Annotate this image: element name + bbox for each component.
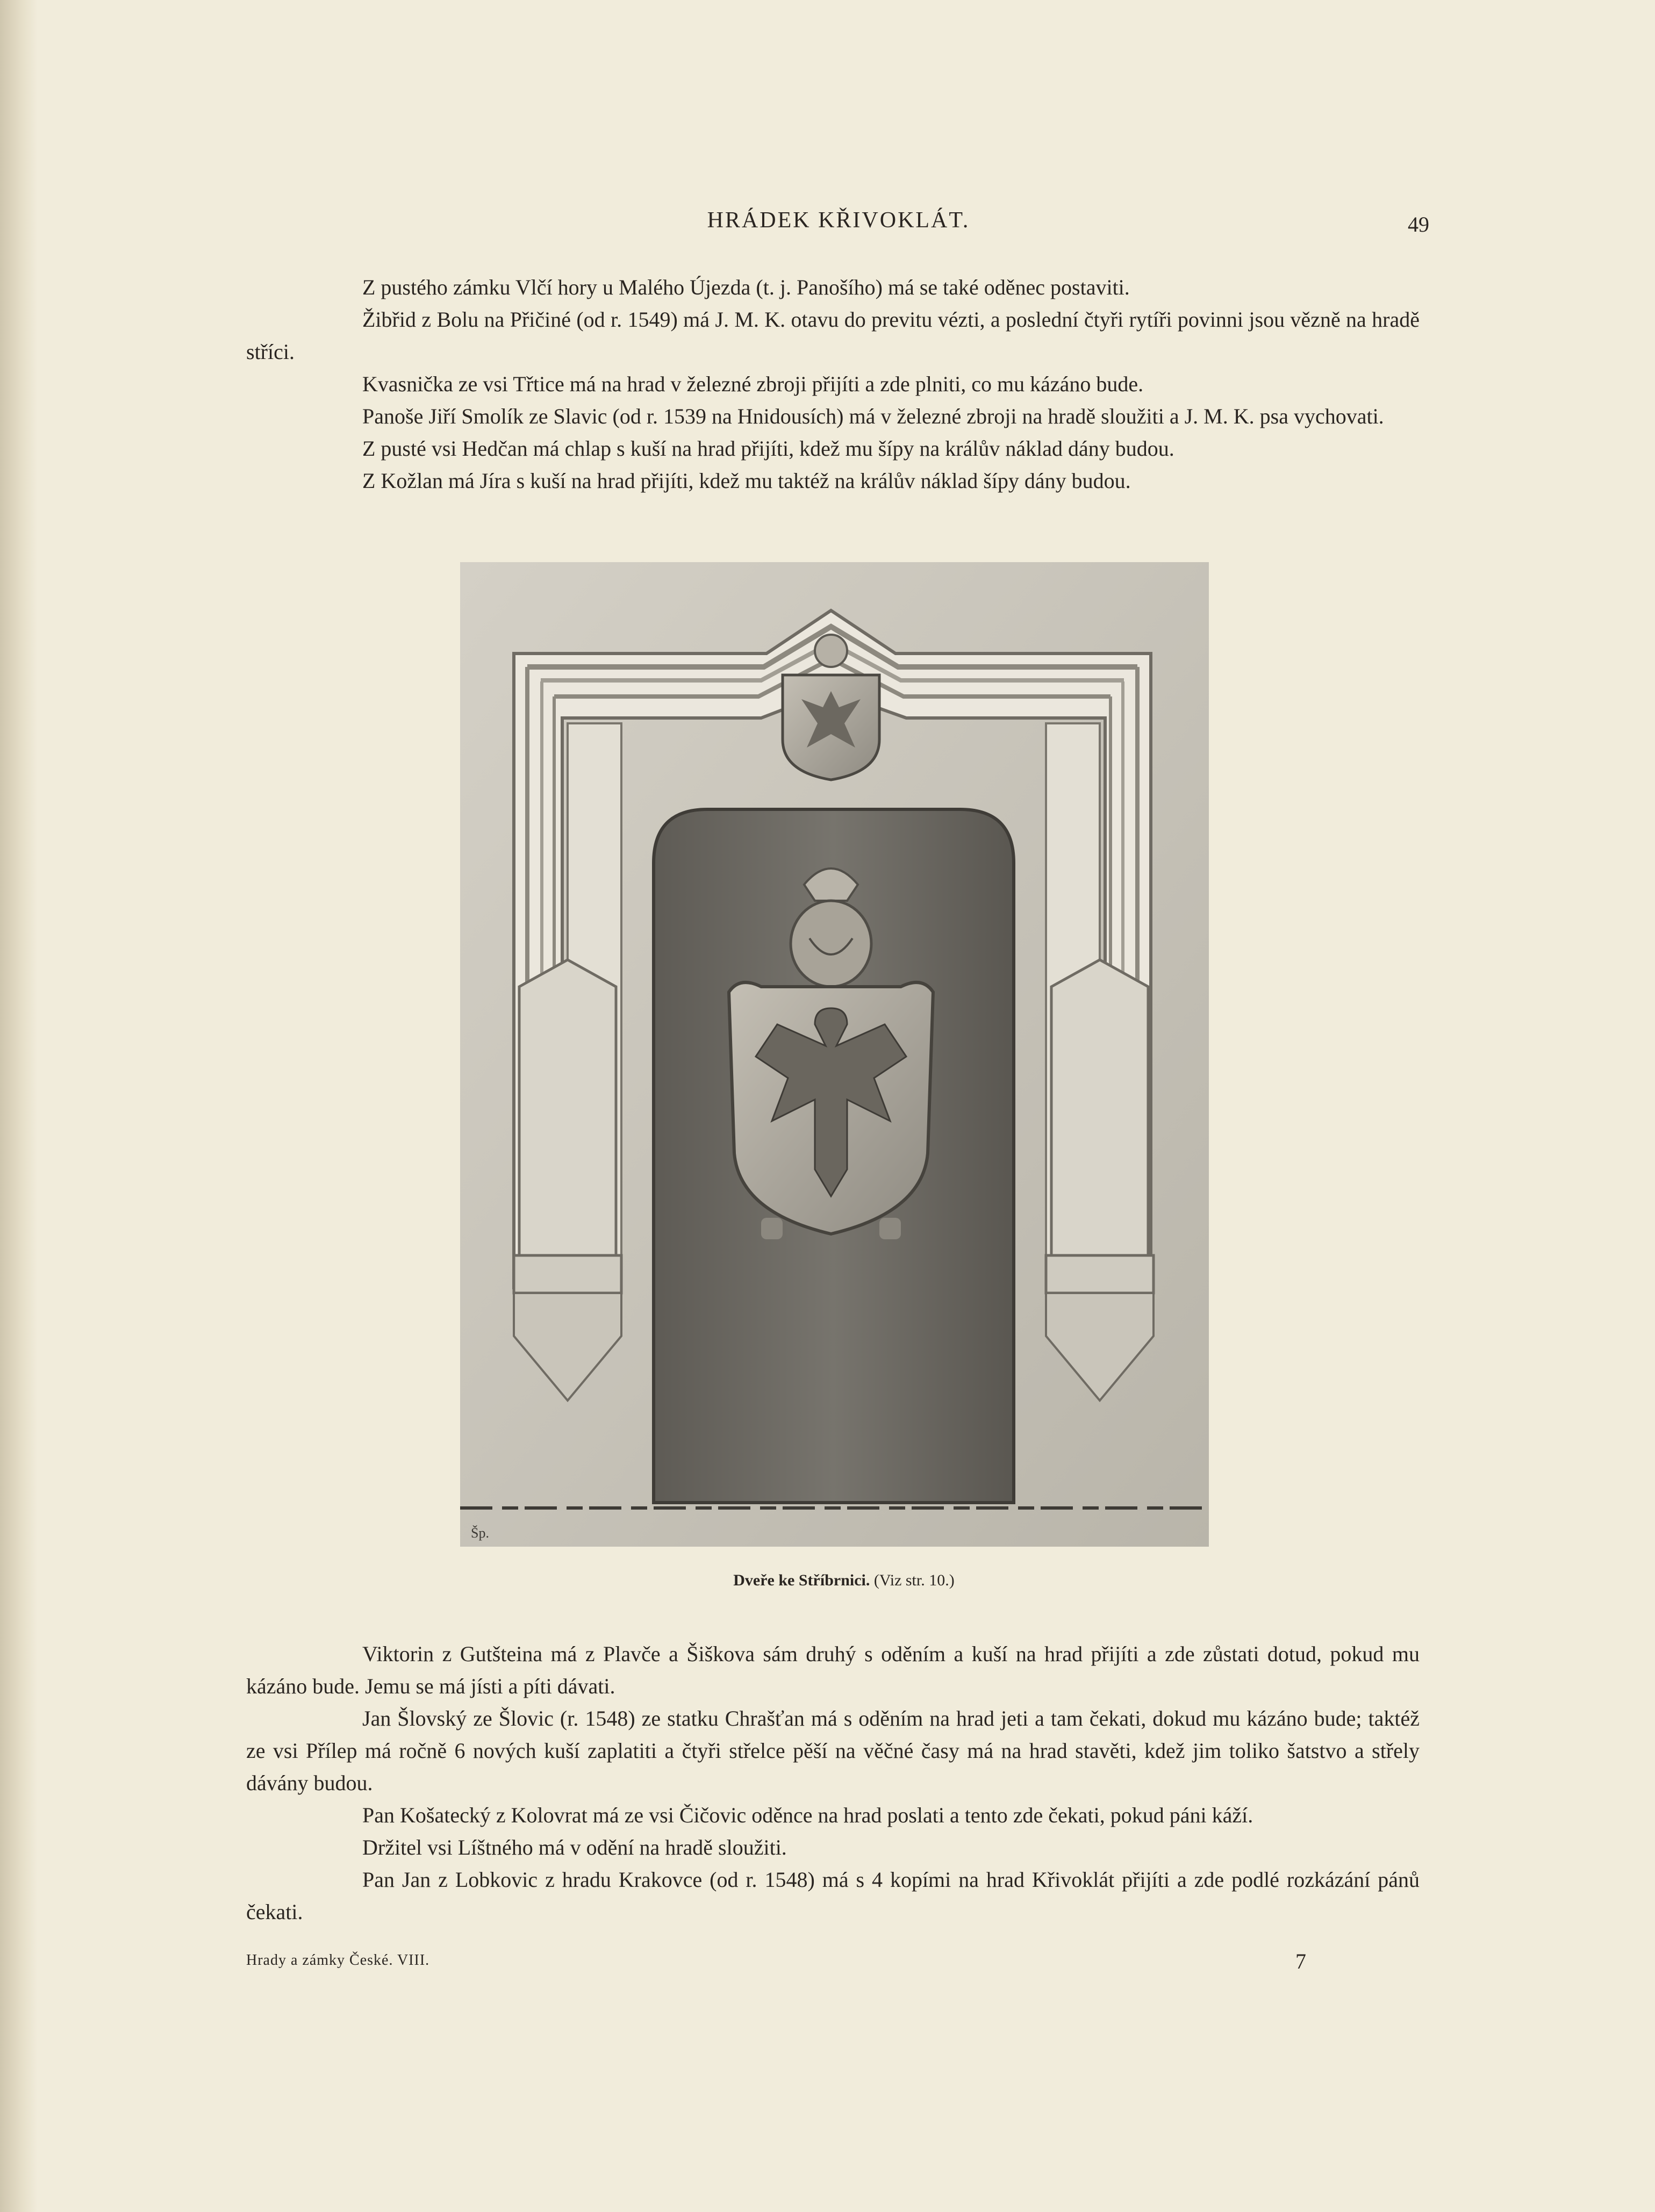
paragraph: Pan Košatecký z Kolovrat má ze vsi Čičovic oděnce na hrad poslati a tento zde čekati, pokud páni káží. (362, 1803, 1253, 1827)
paragraph: Jan Šlovský ze Šlovic (r. 1548) ze statku Chrašťan má s oděním na hrad jeti a tam čekati, dokud mu kázáno bude; taktéž ze vsi Přílep má ročně 6 nových kuší zaplatiti a čtyři střelce pěší na věčné časy má na hrad stavěti, kdež jim toliko šatstvo a střely dávány budou. (246, 1706, 1420, 1795)
page-number: 49 (1408, 212, 1429, 236)
caption-title: Dveře ke Stříbrnici. (733, 1571, 870, 1589)
paragraph: Z pusté vsi Hedčan má chlap s kuší na hrad přijíti, kdež mu šípy na králův náklad dány budou. (362, 436, 1174, 461)
paragraph: Z Kožlan má Jíra s kuší na hrad přijíti, kdež mu taktéž na králův náklad šípy dány budou. (362, 469, 1131, 493)
pilaster-right (1046, 960, 1154, 1401)
figure-caption (591, 1571, 1097, 1590)
paragraph: Panoše Jiří Smolík ze Slavic (od r. 1539 na Hnidousích) má v železné zbroji na hradě sloužiti a J. M. K. psa vychovati. (362, 404, 1384, 428)
artist-signature: Šp. (471, 1525, 489, 1541)
pilaster-left (514, 960, 621, 1401)
paragraph: Viktorin z Gutšteina má z Plavče a Šiškova sám druhý s oděním a kuší na hrad přijíti a zde zůstati dotud, pokud mu kázáno bude. Jemu se má jísti a píti dávati. (246, 1642, 1420, 1698)
running-header: HRÁDEK KŘIVOKLÁT. (707, 208, 970, 233)
paragraph: Z pustého zámku Vlčí hory u Malého Újezda (t. j. Panošího) má se také oděnec postaviti. (362, 275, 1130, 299)
door-illustration (460, 562, 1209, 1547)
paragraph: Držitel vsi Líštného má v odění na hradě sloužiti. (362, 1835, 787, 1859)
footer-book-title: Hrady a zámky České. VIII. (246, 1952, 430, 1969)
paragraph: Pan Jan z Lobkovic z hradu Krakovce (od r. 1548) má s 4 kopími na hrad Křivoklát přijíti a zde podlé rozkázání pánů čekati. (246, 1868, 1420, 1924)
top-text-block (246, 271, 1420, 497)
bottom-text-block (246, 1638, 1420, 1928)
binding-edge (0, 0, 38, 2212)
footer-signature-mark: 7 (1295, 1949, 1306, 1973)
paragraph: Žibřid z Bolu na Přičiné (od r. 1549) má J. M. K. otavu do previtu vézti, a poslední čtyři rytíři povinni jsou vězně na hradě stříci. (246, 307, 1420, 364)
paragraph: Kvasnička ze vsi Třtice má na hrad v železné zbroji přijíti a zde plniti, co mu kázáno bude. (362, 372, 1144, 396)
caption-reference: (Viz str. 10.) (873, 1571, 955, 1589)
